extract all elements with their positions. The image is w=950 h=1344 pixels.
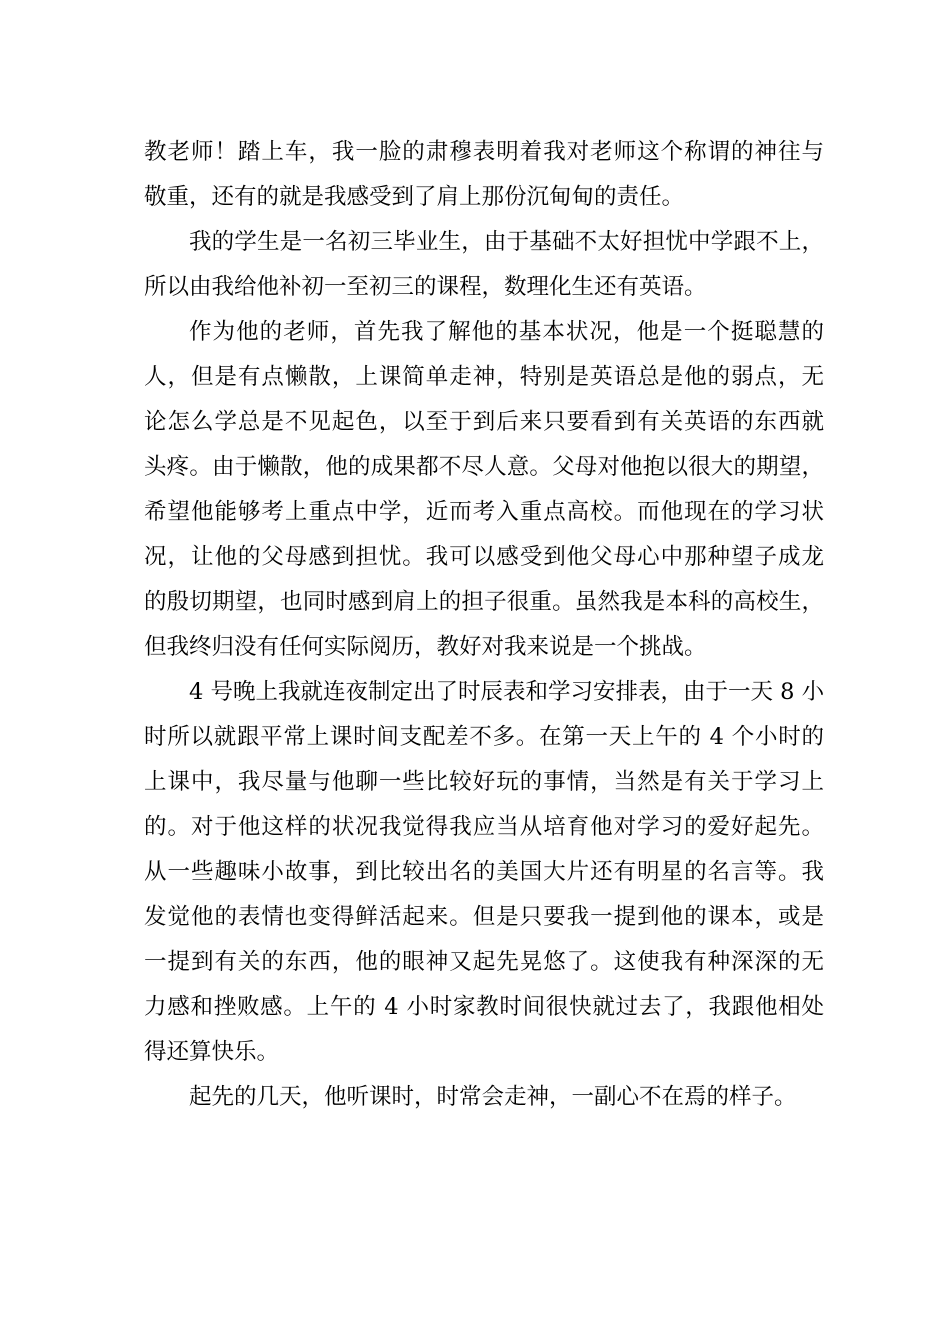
text-line: 得还算快乐。 xyxy=(144,1039,280,1065)
text-line: 从一些趣味小故事，到比较出名的美国大片还有明星的名言等。我 xyxy=(144,859,824,885)
text-line: 起先的几天，他听课时，时常会走神，一副心不在焉的样子。 xyxy=(189,1084,797,1110)
paragraph xyxy=(144,310,824,670)
paragraph xyxy=(144,1075,824,1120)
text-line: 上课中，我尽量与他聊一些比较好玩的事情，当然是有关于学习上 xyxy=(144,769,824,795)
paragraph xyxy=(144,130,824,220)
text-line: 的殷切期望，也同时感到肩上的担子很重。虽然我是本科的高校生， xyxy=(144,589,824,615)
text-line: 头疼。由于懒散，他的成果都不尽人意。父母对他抱以很大的期望， xyxy=(144,454,824,480)
text-line: 作为他的老师，首先我了解他的基本状况，他是一个挺聪慧的 xyxy=(189,319,824,345)
text-line: 况，让他的父母感到担忧。我可以感受到他父母心中那种望子成龙 xyxy=(144,544,824,570)
text-line: 教老师！踏上车，我一脸的肃穆表明着我对老师这个称谓的神往与 xyxy=(144,139,824,165)
text-line: 一提到有关的东西，他的眼神又起先晃悠了。这使我有种深深的无 xyxy=(144,949,824,975)
text-line: 但我终归没有任何实际阅历，教好对我来说是一个挑战。 xyxy=(144,634,707,660)
paragraph xyxy=(144,220,824,310)
text-line: 人，但是有点懒散，上课简单走神，特别是英语总是他的弱点，无 xyxy=(144,364,824,390)
text-line: 发觉他的表情也变得鲜活起来。但是只要我一提到他的课本，或是 xyxy=(144,904,824,930)
text-line: 希望他能够考上重点中学，近而考入重点高校。而他现在的学习状 xyxy=(144,499,824,525)
text-line: 力感和挫败感。上午的 4 小时家教时间很快就过去了，我跟他相处 xyxy=(144,994,824,1020)
text-line: 所以由我给他补初一至初三的课程，数理化生还有英语。 xyxy=(144,274,707,300)
paragraph xyxy=(144,670,824,1075)
text-line: 时所以就跟平常上课时间支配差不多。在第一天上午的 4 个小时的 xyxy=(144,724,824,750)
document-body xyxy=(144,130,824,1120)
text-line: 的。对于他这样的状况我觉得我应当从培育他对学习的爱好起先。 xyxy=(144,814,824,840)
text-line: 4 号晚上我就连夜制定出了时辰表和学习安排表，由于一天 8 小 xyxy=(189,679,825,705)
text-line: 论怎么学总是不见起色，以至于到后来只要看到有关英语的东西就 xyxy=(144,409,824,435)
text-line: 敬重，还有的就是我感受到了肩上那份沉甸甸的责任。 xyxy=(144,184,685,210)
text-line: 我的学生是一名初三毕业生，由于基础不太好担忧中学跟不上， xyxy=(189,229,824,255)
